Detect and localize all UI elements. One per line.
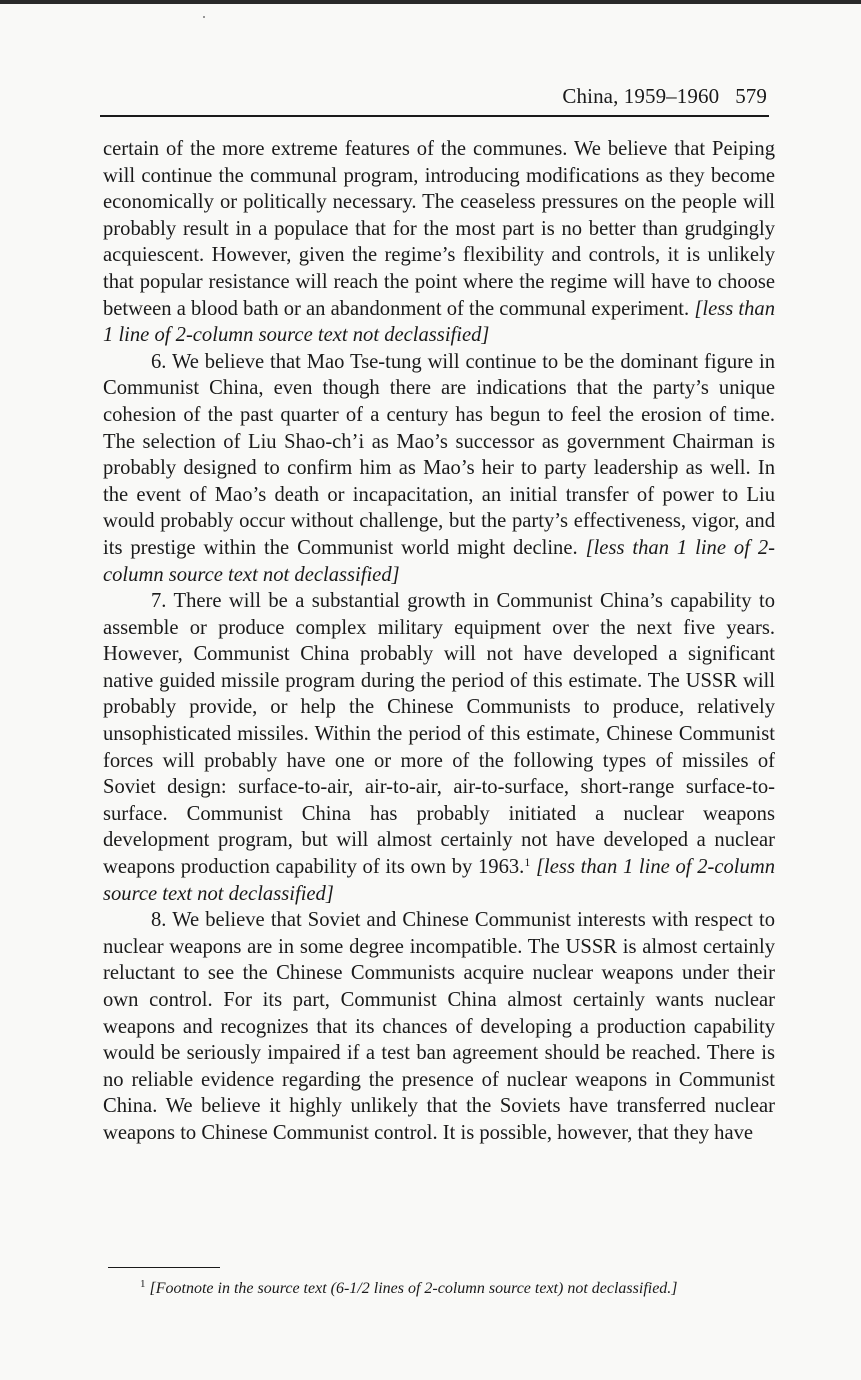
redaction-note: [less than 1 line of 2-column source text not declassified]	[103, 856, 775, 905]
paragraph-number: 7.	[151, 590, 167, 613]
page-number: 579	[735, 84, 767, 108]
footnote	[140, 1279, 780, 1299]
footnote-reference[interactable]: 1	[524, 855, 531, 870]
paragraph-continued	[103, 136, 775, 349]
scan-edge	[0, 0, 861, 4]
paragraph-text: certain of the more extreme features of the communes. We believe that Peiping will continue the communal program, introducing modifications as they become economically or politically necessary. The ceaseless pressures on the people will probably result in a populace that for the most part is no better than grudgingly acquiescent. However, given the regime’s flexibility and controls, it is unlikely that popular resistance will reach the point where the regime will have to choose between a blood bath or an abandonment of the communal experiment.	[103, 138, 775, 320]
footnote-text: [Footnote in the source text (6-1/2 lines of 2-column source text) not declassified.]	[149, 1280, 678, 1297]
paragraph-number: 6.	[151, 350, 167, 373]
paragraph-text: There will be a substantial growth in Communist China’s capability to assemble or produce complex military equipment over the next five years. However, Communist China probably will not have developed a significant native guided missile program during the period of this estimate. The USSR will probably provide, or help the Chinese Communists to produce, relatively unsophisticated missiles. Within the period of this estimate, Chinese Communist forces will probably have one or more of the following types of missiles of Soviet design: surface-to-air, air-to-air, air-to-surface, short-range surface-to-surface. Communist China has probably initiated a nuclear weapons development program, but will almost certainly not have developed a nuclear weapons production capability of its own by 1963.	[103, 590, 775, 879]
paragraph-text: We believe that Soviet and Chinese Communist interests with respect to nuclear weapons are in some degree incompatible. The USSR is almost certainly reluctant to see the Chinese Communists acquire nuclear weapons under their own control. For its part, Communist China almost certainly wants nuclear weapons and recognizes that its chances of developing a production capability would be seriously impaired if a test ban agreement should be reached. There is no reliable evidence regarding the presence of nuclear weapons in Communist China. We believe it highly unlikely that the Soviets have transferred nuclear weapons to Chinese Communist control. It is possible, however, that they have	[103, 909, 776, 1144]
paragraph-8	[103, 907, 775, 1146]
redaction-note: [less than 1 line of 2-column source text not declassified]	[103, 297, 775, 347]
paragraph-text: We believe that Mao Tse-tung will continue to be the dominant figure in Communist China, even though there are indications that the party’s unique cohesion of the past quarter of a century has begun to feel the erosion of time. The selection of Liu Shao-ch’i as Mao’s successor as government Chairman is probably designed to confirm him as Mao’s heir to party leadership as well. In the event of Mao’s death or incapacitation, an initial transfer of power to Liu would probably occur without challenge, but the party’s effectiveness, vigor, and its prestige within the Communist world might decline.	[103, 350, 776, 559]
paragraph-number: 8.	[151, 909, 167, 932]
running-title: China, 1959–1960	[562, 84, 720, 108]
body-text	[103, 136, 775, 1147]
paragraph-6	[103, 349, 775, 588]
header-rule	[100, 115, 769, 117]
footnote-rule	[108, 1267, 220, 1268]
scan-speck	[203, 16, 205, 18]
footnote-marker: 1	[140, 1278, 146, 1290]
paragraph-7	[103, 588, 775, 907]
running-header	[562, 84, 767, 109]
redaction-note: [less than 1 line of 2-column source text not declassified]	[103, 536, 775, 586]
